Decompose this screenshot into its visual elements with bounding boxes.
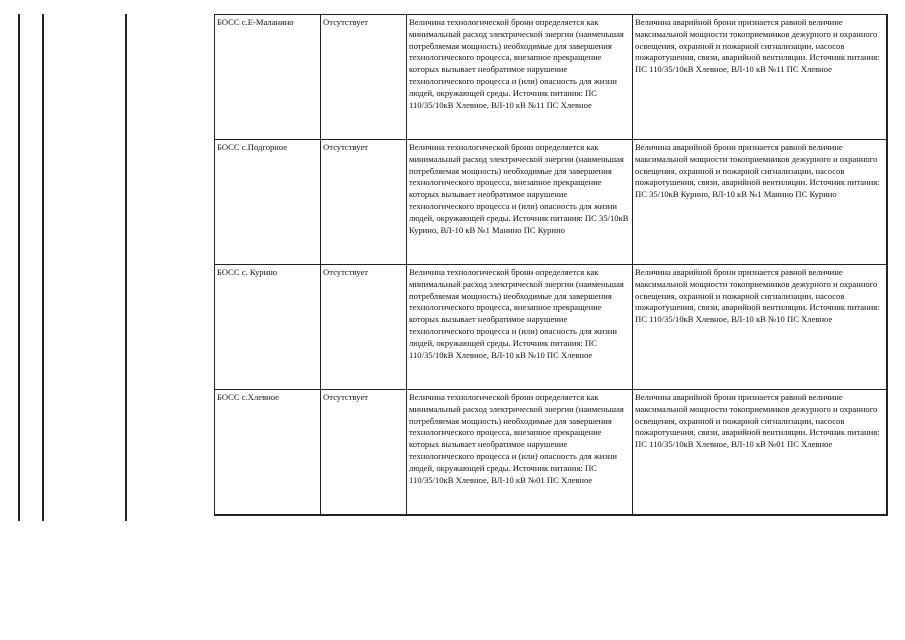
status-cell: Отсутствует: [321, 390, 407, 516]
table-row: [215, 140, 887, 265]
technological-reserve-cell: Величина технологической брони определяется как минимальный расход электрической энергии (наименьшая потребляемая мощность) необходимые для завершения технологического процесса, внезапное прекращение которых вызывает необратимое нарушение технологического процесса и (или) опасность для жизни людей, окружающей среды. Источник питания: ПС 110/35/10кВ Хлевное, ВЛ-10 кВ №10 ПС Хлевное: [407, 265, 633, 390]
table-row: [215, 390, 887, 516]
table-row: [215, 15, 887, 140]
emergency-reserve-cell: Величина аварийной брони признается равной величине максимальной мощности токоприемников дежурного и охранного освещения, охранной и пожарной сигнализации, насосов пожаротушения, связи, аварийной вентиляции. Источник питания: ПС 110/35/10кВ Хлевное, ВЛ-10 кВ №10 ПС Хлевное: [633, 265, 887, 390]
technological-reserve-cell: Величина технологической брони определяется как минимальный расход электрической энергии (наименьшая потребляемая мощность) необходимые для завершения технологического процесса, внезапное прекращение которых вызывает необратимое нарушение технологического процесса и (или) опасность для жизни людей, окружающей среды. Источник питания: ПС 35/10кВ Курино, ВЛ-10 кВ №1 Манино ПС Курино: [407, 140, 633, 265]
technological-reserve-cell: Величина технологической брони определяется как минимальный расход электрической энергии (наименьшая потребляемая мощность) необходимые для завершения технологического процесса, внезапное прекращение которых вызывает необратимое нарушение технологического процесса и (или) опасность для жизни людей, окружающей среды. Источник питания: ПС 110/35/10кВ Хлевное, ВЛ-10 кВ №01 ПС Хлевное: [407, 390, 633, 516]
table-row: [215, 265, 887, 390]
power-reserve-table: [214, 14, 888, 516]
left-border-line-2: [42, 14, 44, 521]
emergency-reserve-cell: Величина аварийной брони признается равной величине максимальной мощности токоприемников дежурного и охранного освещения, охранной и пожарной сигнализации, насосов пожаротушения, связи, аварийной вентиляции. Источник питания: ПС 110/35/10кВ Хлевное, ВЛ-10 кВ №11 ПС Хлевное: [633, 15, 887, 140]
object-name-cell: БОСС с.Хлевное: [215, 390, 321, 516]
technological-reserve-cell: Величина технологической брони определяется как минимальный расход электрической энергии (наименьшая потребляемая мощность) необходимые для завершения технологического процесса, внезапное прекращение которых вызывает необратимое нарушение технологического процесса и (или) опасность для жизни людей, окружающей среды. Источник питания: ПС 110/35/10кВ Хлевное, ВЛ-10 кВ №11 ПС Хлевное: [407, 15, 633, 140]
object-name-cell: БОСС с.Подгорное: [215, 140, 321, 265]
status-cell: Отсутствует: [321, 265, 407, 390]
emergency-reserve-cell: Величина аварийной брони признается равной величине максимальной мощности токоприемников дежурного и охранного освещения, охранной и пожарной сигнализации, насосов пожаротушения, связи, аварийной вентиляции. Источник питания: ПС 35/10кВ Курино, ВЛ-10 кВ №1 Манино ПС Курино: [633, 140, 887, 265]
left-border-line-1: [18, 14, 20, 521]
object-name-cell: БОСС с. Курино: [215, 265, 321, 390]
object-name-cell: БОСС с.Е-Маланино: [215, 15, 321, 140]
status-cell: Отсутствует: [321, 15, 407, 140]
status-cell: Отсутствует: [321, 140, 407, 265]
left-border-line-3: [125, 14, 127, 521]
emergency-reserve-cell: Величина аварийной брони признается равной величине максимальной мощности токоприемников дежурного и охранного освещения, охранной и пожарной сигнализации, насосов пожаротушения, связи, аварийной вентиляции. Источник питания: ПС 110/35/10кВ Хлевное, ВЛ-10 кВ №01 ПС Хлевное: [633, 390, 887, 516]
